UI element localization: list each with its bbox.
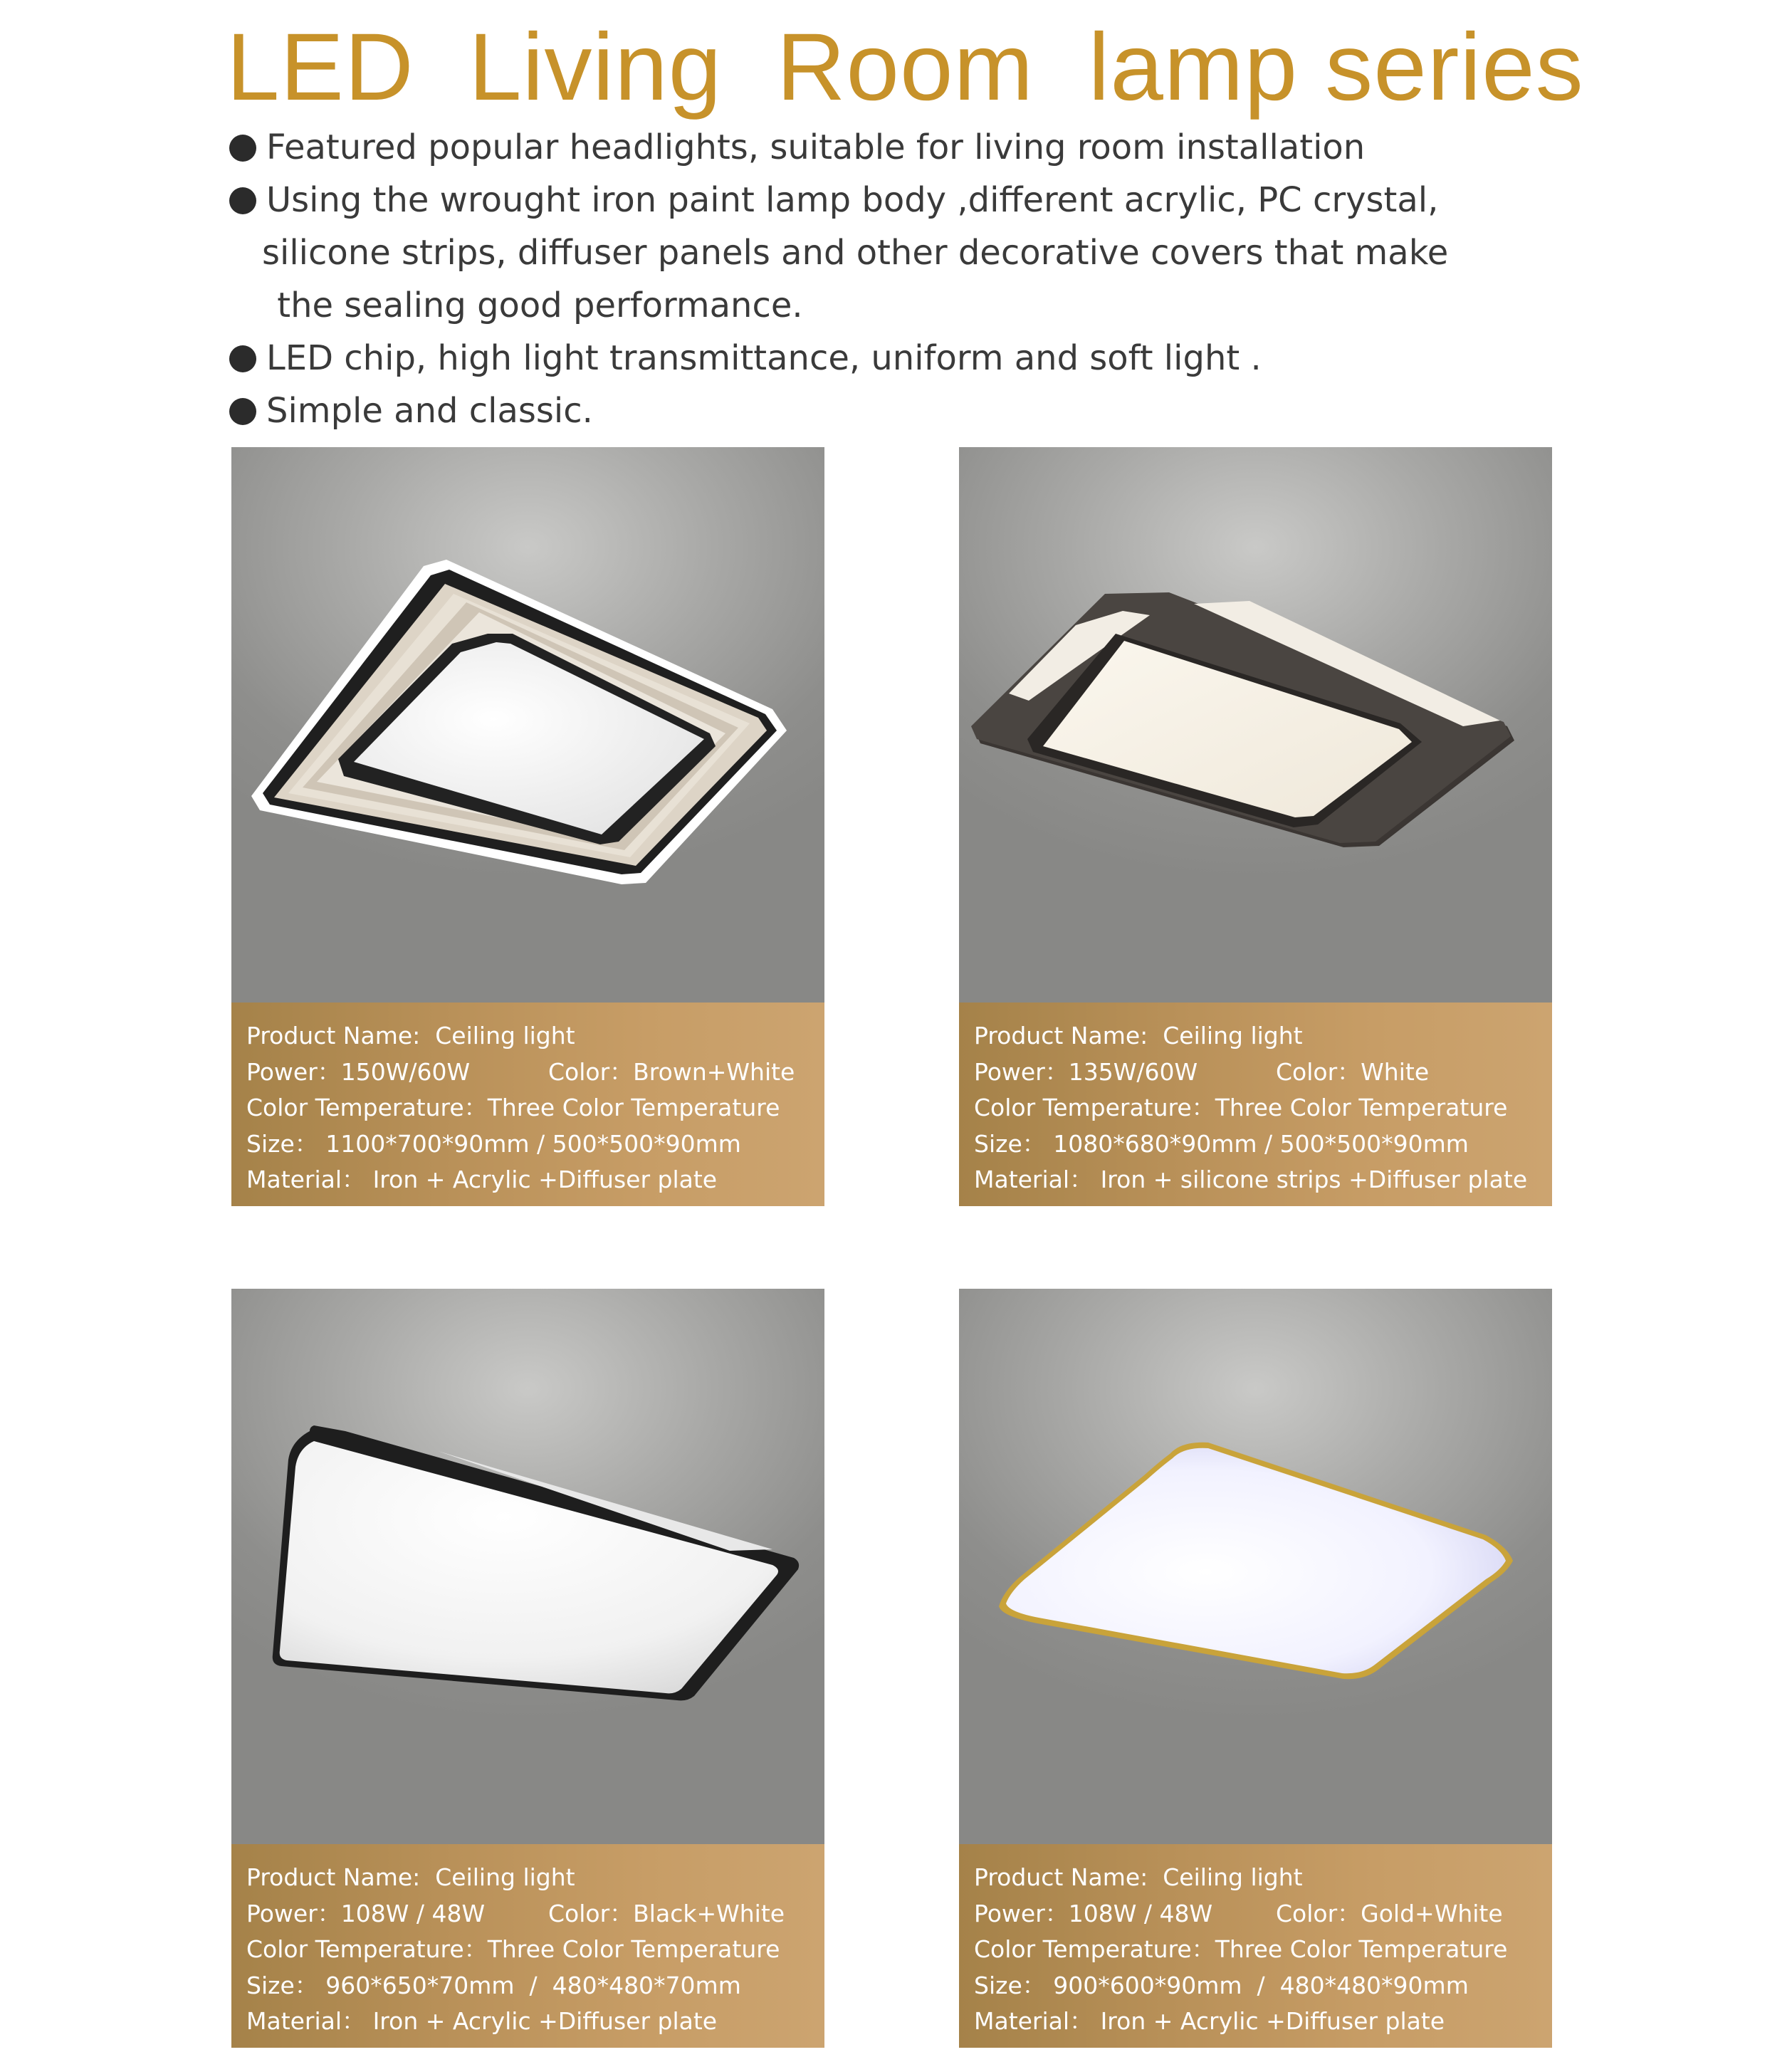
page-title: LED Living Room lamp series [226, 14, 1584, 120]
color-label: Color： [548, 1057, 634, 1086]
square-ceiling-light-black-rim-icon [231, 1289, 824, 1844]
material-value: Iron + Acrylic +Diffuser plate [1100, 2007, 1445, 2035]
product-photo [231, 1289, 824, 1844]
feature-text: LED chip, high light transmittance, uniform and soft light . [266, 338, 1262, 378]
feature-item [229, 121, 1448, 174]
product-name-label: Product Name: [974, 1863, 1148, 1891]
size-row [959, 1968, 1552, 2004]
color-temperature-row [231, 1932, 824, 1968]
product-name-label: Product Name: [246, 1863, 421, 1891]
material-label: Material： [974, 2007, 1094, 2035]
size-value: 900*600*90mm / 480*480*90mm [1053, 1971, 1469, 1999]
material-value: Iron + Acrylic +Diffuser plate [372, 2007, 718, 2035]
product-card [231, 1289, 824, 2048]
product-info-panel [231, 1003, 824, 1206]
power-label: Power： [246, 1899, 341, 1927]
feature-list [229, 121, 1448, 437]
product-info-panel [231, 1844, 824, 2048]
power-value: 108W / 48W [340, 1899, 486, 1927]
feature-text: Simple and classic. [266, 391, 593, 431]
material-row [959, 2004, 1552, 2040]
color-value: Black+White [633, 1899, 785, 1927]
size-value: 960*650*70mm / 480*480*70mm [325, 1971, 741, 1999]
product-name-row [231, 1860, 824, 1896]
product-name-row [959, 1860, 1552, 1896]
color-temperature-value: Three Color Temperature [487, 1094, 780, 1121]
power-value: 150W/60W [340, 1057, 471, 1086]
color-field [1276, 1054, 1429, 1091]
material-value: Iron + Acrylic +Diffuser plate [372, 1166, 718, 1193]
material-label: Material： [246, 1166, 366, 1193]
product-photo [959, 1289, 1552, 1844]
color-temperature-row [231, 1090, 824, 1126]
color-temperature-label: Color Temperature： [974, 1094, 1215, 1121]
bullet-icon [229, 345, 256, 372]
product-name-row [231, 1018, 824, 1054]
product-card [959, 447, 1552, 1206]
power-label: Power： [974, 1899, 1069, 1927]
feature-item [229, 174, 1448, 332]
material-label: Material： [246, 2007, 366, 2035]
power-label: Power： [974, 1057, 1069, 1086]
product-name-value: Ceiling light [435, 1863, 575, 1891]
color-temperature-label: Color Temperature： [246, 1094, 488, 1121]
bullet-icon [229, 187, 256, 214]
product-photo [959, 447, 1552, 1003]
product-info-panel [959, 1003, 1552, 1206]
size-row [959, 1126, 1552, 1163]
color-field [1276, 1896, 1503, 1932]
size-value: 1080*680*90mm / 500*500*90mm [1053, 1129, 1469, 1158]
feature-text-continued: the sealing good performance. [266, 286, 803, 325]
material-row [959, 1162, 1552, 1198]
feature-text: Featured popular headlights, suitable for living room installation [266, 127, 1366, 167]
power-color-row [959, 1896, 1552, 1932]
color-temperature-value: Three Color Temperature [1215, 1094, 1508, 1121]
power-label: Power： [246, 1057, 341, 1086]
power-color-row [231, 1054, 824, 1091]
product-card [231, 447, 824, 1206]
bullet-icon [229, 135, 256, 162]
product-name-row [959, 1018, 1552, 1054]
size-label: Size： [246, 1129, 318, 1158]
color-value: Brown+White [633, 1057, 795, 1086]
product-card [959, 1289, 1552, 2048]
power-color-row [959, 1054, 1552, 1091]
feature-item [229, 384, 1448, 437]
color-label: Color： [548, 1899, 634, 1927]
color-value: White [1361, 1057, 1430, 1086]
rectangular-ceiling-light-layered-frame-icon [231, 447, 824, 1003]
color-value: Gold+White [1361, 1899, 1503, 1927]
square-ceiling-light-gold-rim-icon [959, 1289, 1552, 1844]
power-value: 135W/60W [1068, 1057, 1198, 1086]
material-row [231, 1162, 824, 1198]
product-name-label: Product Name: [974, 1022, 1148, 1050]
feature-item [229, 332, 1448, 384]
color-temperature-label: Color Temperature： [246, 1935, 488, 1963]
size-label: Size： [974, 1129, 1046, 1158]
size-label: Size： [246, 1971, 318, 1999]
color-label: Color： [1276, 1057, 1361, 1086]
color-temperature-row [959, 1090, 1552, 1126]
material-row [231, 2004, 824, 2040]
bullet-icon [229, 398, 256, 425]
color-field [548, 1896, 785, 1932]
material-label: Material： [974, 1166, 1094, 1193]
power-value: 108W / 48W [1068, 1899, 1213, 1927]
color-label: Color： [1276, 1899, 1361, 1927]
feature-text: Using the wrought iron paint lamp body ,different acrylic, PC crystal, [266, 180, 1439, 220]
size-row [231, 1126, 824, 1163]
feature-text-continued: silicone strips, diffuser panels and other decorative covers that make [262, 233, 1449, 273]
rectangular-ceiling-light-black-frame-icon [959, 447, 1552, 1003]
color-field [548, 1054, 795, 1091]
material-value: Iron + silicone strips +Diffuser plate [1100, 1166, 1528, 1193]
product-info-panel [959, 1844, 1552, 2048]
power-color-row [231, 1896, 824, 1932]
color-temperature-row [959, 1932, 1552, 1968]
size-value: 1100*700*90mm / 500*500*90mm [325, 1129, 741, 1158]
product-name-value: Ceiling light [1163, 1022, 1303, 1050]
product-name-value: Ceiling light [435, 1022, 575, 1050]
product-photo [231, 447, 824, 1003]
color-temperature-value: Three Color Temperature [487, 1935, 780, 1963]
color-temperature-value: Three Color Temperature [1215, 1935, 1508, 1963]
color-temperature-label: Color Temperature： [974, 1935, 1215, 1963]
product-name-value: Ceiling light [1163, 1863, 1303, 1891]
size-label: Size： [974, 1971, 1046, 1999]
product-name-label: Product Name: [246, 1022, 421, 1050]
size-row [231, 1968, 824, 2004]
